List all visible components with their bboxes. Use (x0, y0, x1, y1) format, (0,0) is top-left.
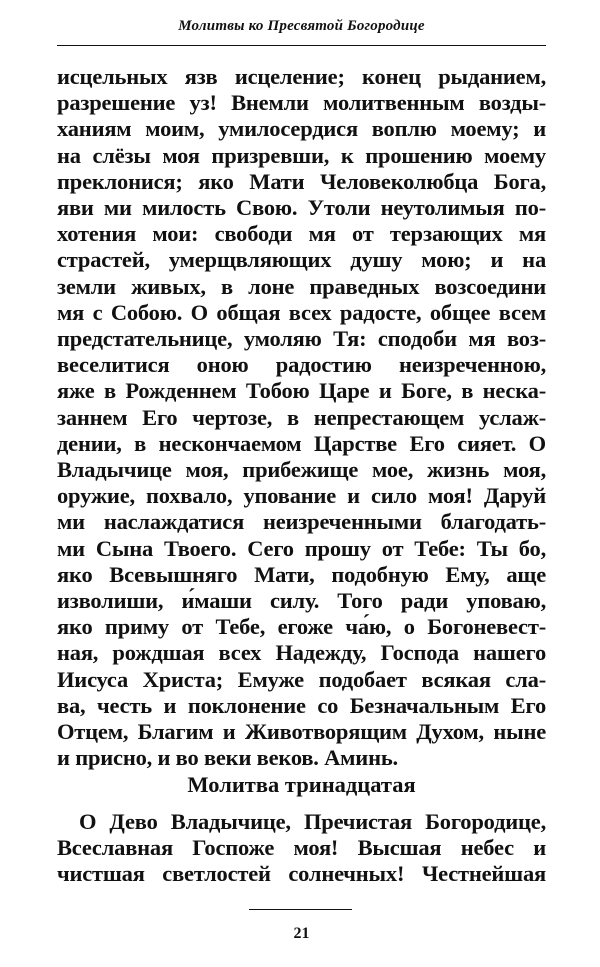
text-line: разрешение уз! Внемли молитвенным возды- (57, 90, 546, 116)
text-line: Иисуса Христа; Емуже подобает всякая сла- (57, 666, 546, 692)
text-line: мя с Собою. О общая всех радосте, общее всем (57, 299, 546, 325)
text-line: Всеславная Госпоже моя! Высшая небес и (57, 835, 546, 861)
paragraph-2 (57, 809, 546, 888)
text-line: О Дево Владычице, Пречистая Богородице, (79, 809, 546, 834)
text-line: дении, в нескончаемом Царстве Его сияет. О (57, 430, 546, 456)
text-line: предстательнице, умоляю Тя: сподоби мя воз- (57, 326, 546, 352)
text-line: заннем Его чертозе, в непрестающем услаж- (57, 404, 546, 430)
text-line: на слёзы моя призревши, к прошению моему (57, 142, 546, 168)
paragraph-1 (57, 64, 546, 771)
running-head: Молитвы ко Пресвятой Богородице (178, 18, 425, 34)
text-line: страстей, умерщвляющих душу мою; и на (57, 247, 546, 273)
text-line: хотения мои: свободи мя от терзающих мя (57, 221, 546, 247)
text-line: ми наслаждатися неизреченными благодать- (57, 509, 546, 535)
text-line: яко приму от Тебе, егоже ча́ю, о Богоневест- (57, 614, 546, 640)
text-line: яви ми милость Свою. Утоли неутолимыя по- (57, 195, 546, 221)
text-line: ва, честь и поклонение со Безначальным Его (57, 692, 546, 718)
section-heading: Молитва тринадцатая (187, 772, 416, 797)
text-line: Владычице моя, прибежище мое, жизнь моя, (57, 457, 546, 483)
text-line: и присно, и во веки веков. Аминь. (57, 745, 398, 771)
text-line: исцельных язв исцеление; конец рыданием, (57, 64, 546, 89)
text-line: ханиям моим, умилосердися воплю моему; и (57, 116, 546, 142)
text-line: ми Сына Твоего. Сего прошу от Тебе: Ты бо, (57, 535, 546, 561)
text-line: яже в Рожденнем Тобою Царе и Боге, в неска- (57, 378, 546, 404)
text-line: чистшая светлостей солнечных! Честнейшая (57, 861, 546, 887)
text-line: преклонися; яко Мати Человеколюбца Бога, (57, 168, 546, 194)
footer-rule (249, 909, 352, 910)
text-line: Отцем, Благим и Животворящим Духом, ныне (57, 719, 546, 745)
text-line: веселитися оною радостию неизреченною, (57, 352, 546, 378)
page-number: 21 (293, 925, 310, 942)
text-line: яко Всевышняго Мати, подобную Ему, аще (57, 561, 546, 587)
text-line: ная, рождшая всех Надежду, Господа нашего (57, 640, 546, 666)
text-line: изволиши, и́маши силу. Того ради уповаю, (57, 588, 546, 614)
text-line: оружие, похвало, упование и сило моя! Даруй (57, 483, 546, 509)
header-rule (57, 45, 546, 46)
text-line: земли живых, в лоне праведных возсоедини (57, 273, 546, 299)
